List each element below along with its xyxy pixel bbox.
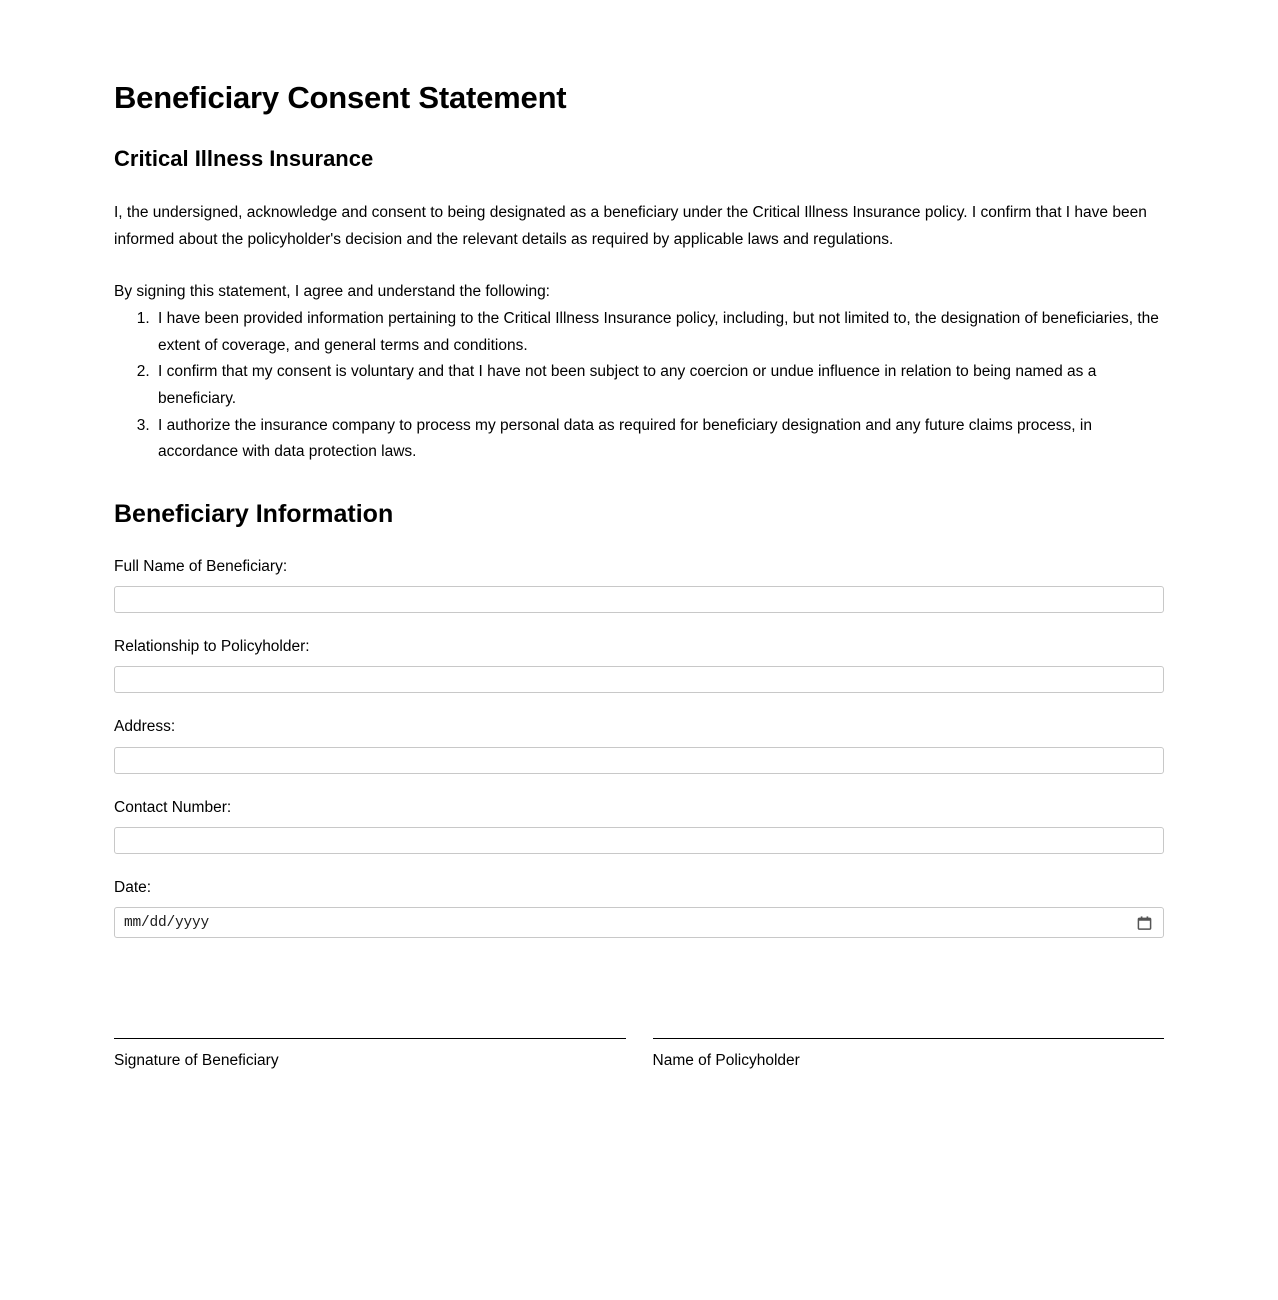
full-name-input[interactable] bbox=[114, 586, 1164, 613]
date-input[interactable] bbox=[114, 907, 1164, 938]
list-item: 2. I confirm that my consent is voluntary and that I have not been subject to any coercion or undue influence in relation to being named as a beneficiary. bbox=[154, 359, 1164, 412]
relationship-input[interactable] bbox=[114, 666, 1164, 693]
contact-number-input[interactable] bbox=[114, 827, 1164, 854]
relationship-label: Relationship to Policyholder: bbox=[114, 638, 310, 656]
section-heading-beneficiary-information: Beneficiary Information bbox=[114, 499, 394, 528]
signature-rule-beneficiary bbox=[114, 1038, 626, 1039]
full-name-label: Full Name of Beneficiary: bbox=[114, 557, 288, 575]
address-input[interactable] bbox=[114, 747, 1164, 774]
intro-paragraph: I, the undersigned, acknowledge and consent to being designated as a beneficiary under the Critical Illness Insurance policy. I confirm that I have been informed about the policyholder's decision and the relevant details as required by applicable laws and regulations. bbox=[114, 204, 1147, 248]
calendar-icon[interactable] bbox=[1137, 915, 1152, 930]
field-group-relationship bbox=[114, 635, 1164, 693]
document-subtitle: Critical Illness Insurance bbox=[114, 145, 374, 171]
field-group-date bbox=[114, 876, 1164, 938]
contact-number-label: Contact Number: bbox=[114, 798, 232, 816]
date-label: Date: bbox=[114, 878, 152, 896]
list-item: 3. I authorize the insurance company to process my personal data as required for beneficiary designation and any future claims process, in accordance with data protection laws. bbox=[154, 413, 1164, 466]
date-placeholder-text: mm/dd/yyyy bbox=[124, 914, 210, 931]
address-label: Address: bbox=[114, 718, 176, 736]
signature-column-policyholder bbox=[653, 1038, 1165, 1072]
list-item: 1. I have been provided information pertaining to the Critical Illness Insurance policy, including, but not limited to, the designation of beneficiaries, the extent of coverage, and general terms and conditions. bbox=[154, 306, 1164, 359]
signature-rule-policyholder bbox=[653, 1038, 1165, 1039]
field-group-full-name bbox=[114, 555, 1164, 613]
signature-block bbox=[114, 1038, 1164, 1072]
field-group-address bbox=[114, 715, 1164, 773]
field-group-contact-number bbox=[114, 796, 1164, 854]
page-title: Beneficiary Consent Statement bbox=[114, 80, 567, 115]
signature-caption-policyholder: Name of Policyholder bbox=[652, 1052, 800, 1070]
signature-column-beneficiary bbox=[114, 1038, 626, 1072]
agreement-lead-in: By signing this statement, I agree and understand the following: bbox=[114, 283, 550, 301]
terms-list bbox=[114, 306, 1164, 466]
date-input-wrapper bbox=[114, 907, 1164, 938]
signature-caption-beneficiary: Signature of Beneficiary bbox=[114, 1052, 279, 1070]
